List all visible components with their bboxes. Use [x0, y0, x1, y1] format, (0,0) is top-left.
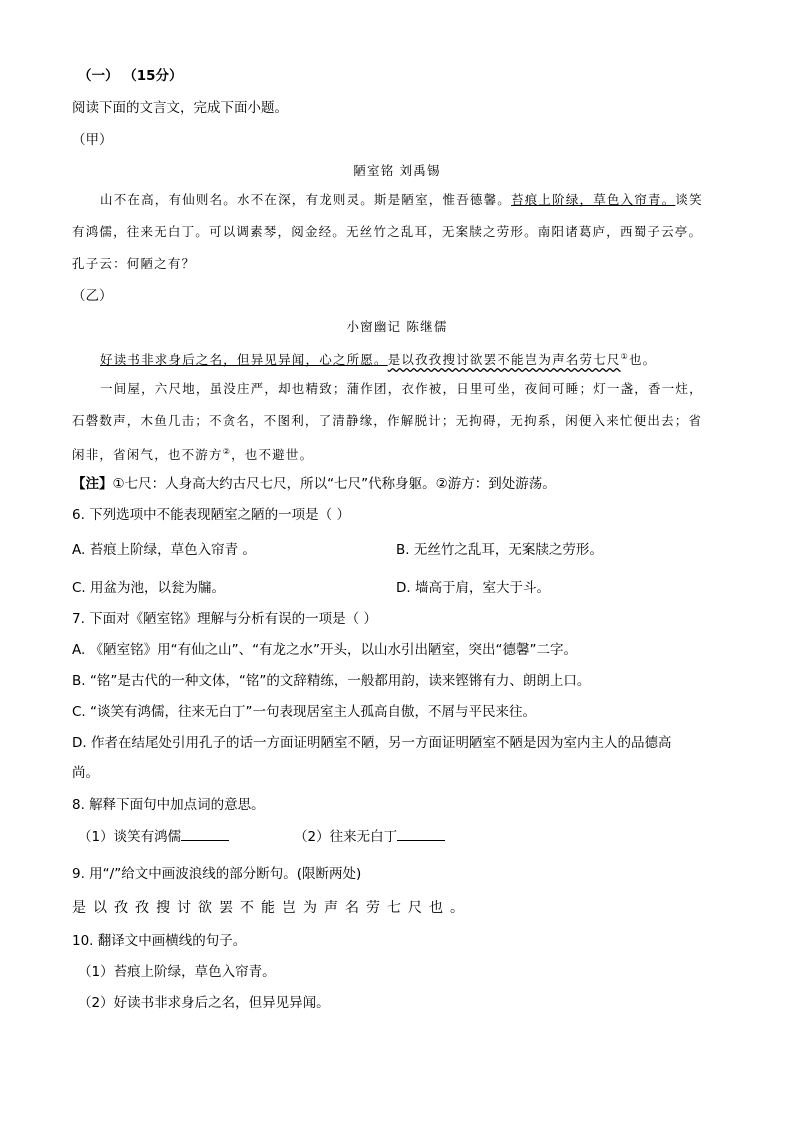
q6-option-c: C. 用盆为池，以瓮为牖。 [72, 580, 226, 596]
passage-a-title: 陋室铭 刘禹锡 [353, 163, 441, 178]
passage-b-text: 闲非，省闲气，也不游方 [72, 447, 223, 463]
note-label: 【注】 [72, 476, 113, 492]
q8-item-2 [294, 827, 445, 847]
passage-b-title: 小窗幽记 陈继儒 [346, 319, 448, 334]
q6-option-a: A. 苔痕上阶绿，草色入帘青 。 [72, 542, 256, 558]
passage-a-tag: （甲） [72, 132, 113, 148]
underlined-sentence-a: 苔痕上阶绿，草色入帘青。 [511, 192, 676, 207]
q8-stem: 8. 解释下面句中加点词的意思。 [72, 797, 265, 813]
answer-blank[interactable] [397, 828, 445, 841]
q7-stem: 7. 下面对《陋室铭》理解与分析有误的一项是（ ） [72, 611, 377, 627]
passage-a-text: 谈笑 [675, 192, 703, 207]
q8-item-2-text: （2）往来无白丁 [294, 829, 398, 845]
note-mark: ① [620, 352, 629, 361]
q7-option-d: D. 作者在结尾处引用孔子的话一方面证明陋室不陋，另一方面证明陋室不陋是因为室内主人的品德高 [72, 735, 672, 751]
q6-option-b: B. 无丝竹之乱耳，无案牍之劳形。 [396, 542, 603, 558]
passage-b-line-2: 一间屋，六尺地，虽没庄严，却也精致；蒲作团，衣作被，日里可坐，夜间可睡；灯一盏，香一炷， [100, 381, 703, 396]
q6-stem: 6. 下列选项中不能表现陋室之陋的一项是（ ） [72, 507, 350, 523]
q7-option-b: B. “铭”是古代的一种文体，“铭”的文辞精练，一般都用韵，读来铿锵有力、朗朗上口。 [72, 673, 591, 689]
section-title: （一） （15分） [78, 68, 183, 84]
note-text: ①七尺：人身高大约古尺七尺，所以“七尺”代称身躯。②游方：到处游荡。 [112, 476, 556, 492]
wavy-sentence: 是以孜孜搜讨欲罢不能岂为声名劳七尺 [387, 352, 621, 368]
passage-b-text: ，也不避世。 [231, 447, 314, 463]
annotation-note [72, 474, 556, 494]
underlined-sentence-b: 好读书非求身后之名，但异见异闻，心之所愿。 [100, 352, 388, 368]
q9-sentence: 是以孜孜搜讨欲罢不能岂为声名劳七尺也。 [72, 900, 471, 916]
passage-b-tag: （乙） [72, 288, 113, 304]
passage-b-line-3: 石磬数声，木鱼几击；不贪名，不图利，了清静缘，作解脱计；无拘碍，无拘系，闲便入来忙便出去；省 [72, 413, 703, 428]
q7-option-a: A. 《陋室铭》用“有仙之山”、“有龙之水”开头，以山水引出陋室，突出“德馨”二字。 [72, 642, 578, 658]
passage-b-text: 也。 [628, 352, 657, 368]
q6-option-d: D. 墙高于肩，室大于斗。 [396, 580, 550, 596]
q8-item-1-text: （1）谈笑有鸿儒 [78, 829, 182, 845]
q10-stem: 10. 翻译文中画横线的句子。 [72, 933, 247, 949]
answer-blank[interactable] [181, 828, 229, 841]
passage-b-line-4 [72, 442, 313, 465]
q9-stem: 9. 用“/”给文中画波浪线的部分断句。(限断两处) [72, 866, 362, 882]
passage-b-line-1 [100, 347, 656, 370]
q10-item-2: （2）好读书非求身后之名，但异见异闻。 [78, 995, 330, 1011]
passage-a-line-2: 有鸿儒，往来无白丁。可以调素琴，阅金经。无丝竹之乱耳，无案牍之劳形。南阳诸葛庐，西蜀子云亭。 [72, 224, 703, 239]
q7-option-d-cont: 尚。 [72, 765, 99, 781]
q8-item-1 [78, 827, 229, 847]
note-mark: ② [222, 447, 232, 456]
q7-option-c: C. “谈笑有鸿儒，往来无白丁”一句表现居室主人孤高自傲，不屑与平民来往。 [72, 704, 536, 720]
passage-a-line-1 [100, 190, 703, 210]
passage-a-line-3: 孔子云：何陋之有？ [72, 256, 196, 271]
passage-a-text: 山不在高，有仙则名。水不在深，有龙则灵。斯是陋室，惟吾德馨。 [100, 192, 512, 207]
q10-item-1: （1）苔痕上阶绿，草色入帘青。 [78, 964, 276, 980]
section-instruction: 阅读下面的文言文，完成下面小题。 [72, 100, 288, 116]
